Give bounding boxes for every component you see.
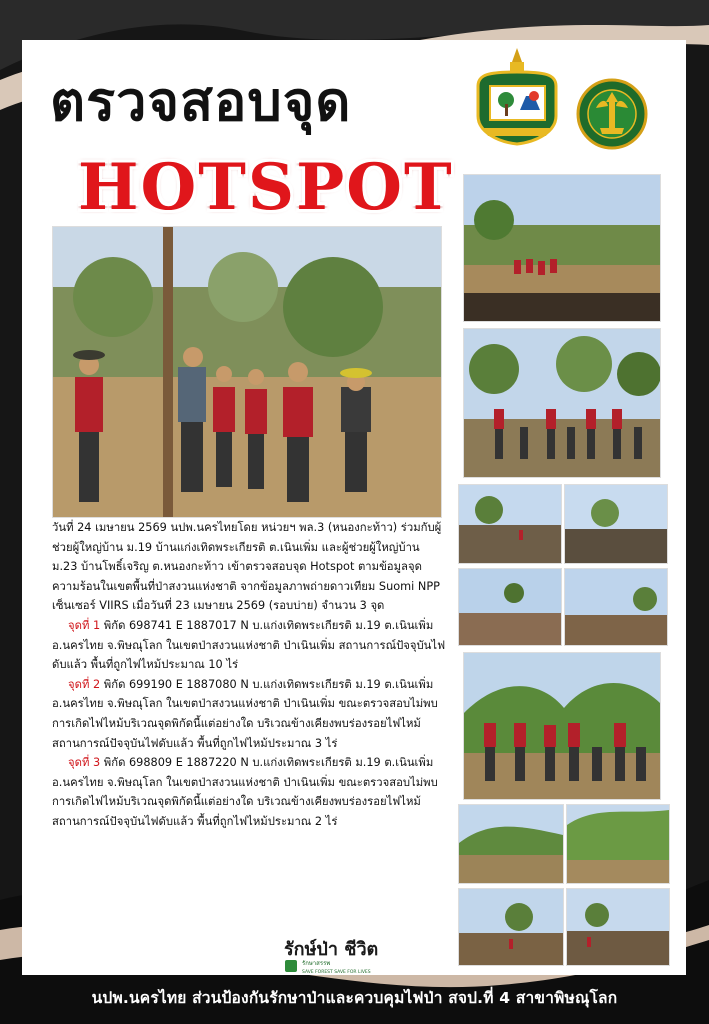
- photo-burned-area-10: [458, 888, 564, 966]
- hotspot-point-1: [52, 616, 446, 675]
- photo-burned-area-5: [458, 568, 562, 646]
- photo-team-plantation-7: [463, 652, 661, 800]
- provincial-emblem-icon: [470, 46, 565, 146]
- title-hotspot: HOTSPOT: [78, 150, 454, 225]
- point-text: พิกัด 698809 E 1887220 N บ.แก่งเทิดพระเกียรติ ม.19 ต.เนินเพิ่ม อ.นครไทย จ.พิษณุโลก ในเขตป่าสงวนแห่งชาติ ป่าเนินเพิ่ม ขณะตรวจสอบไม่พบการเกิดไฟไหม้บริเวณจุดพิกัดนี้แต่อย่างใด บริเวณข้างเคียงพบร่องรอยไฟไหม้ สถานการณ์ปัจจุบันไฟดับแล้ว พื้นที่ถูกไฟไหม้ประมาณ 2 ไร่: [52, 756, 438, 828]
- lock-leaf-icon: [285, 960, 297, 972]
- report-intro: วันที่ 24 เมษายน 2569 นปพ.นครไทยโดย หน่วยฯ พล.3 (หนองกะท้าว) ร่วมกับผู้ช่วยผู้ใหญ่บ้าน ม.19 บ้านแก่งเทิดพระเกียรติ ต.เนินเพิ่ม และผู้ช่วยผู้ใหญ่บ้าน ม.23 บ้านโพธิ์เจริญ ต.หนองกะท้าว เข้าตรวจสอบจุด Hotspot ตามข้อมูลจุดความร้อนในเขตพื้นที่ป่าสงวนแห่งชาติ จากข้อมูลภาพถ่ายดาวเทียม Suomi NPP เซ็นเซอร์ VIIRS เมื่อวันที่ 23 เมษายน 2569 (รอบบ่าย) จำนวน 3 จุด: [52, 521, 442, 613]
- royal-forest-department-icon: [572, 78, 652, 150]
- badge-sub1: รักษาสรรพ: [302, 960, 331, 967]
- photo-burned-area-3: [458, 484, 562, 564]
- point-label: จุดที่ 1: [68, 618, 101, 632]
- photo-plantation-9: [566, 804, 670, 884]
- point-label: จุดที่ 2: [68, 677, 101, 691]
- badge-sub2: SAVE FOREST SAVE FOR LIVES: [302, 970, 371, 975]
- point-text: พิกัด 698741 E 1887017 N บ.แก่งเทิดพระเกียรติ ม.19 ต.เนินเพิ่ม อ.นครไทย จ.พิษณุโลก ในเขตป่าสงวนแห่งชาติ ป่าเนินเพิ่ม สถานการณ์ปัจจุบันไฟดับแล้ว พื้นที่ถูกไฟไหม้ประมาณ 10 ไร่: [52, 618, 446, 672]
- photo-plantation-8: [458, 804, 564, 884]
- point-label: จุดที่ 3: [68, 756, 101, 770]
- save-forest-badge: [282, 935, 382, 975]
- photo-team-group-2: [463, 328, 661, 478]
- point-text: พิกัด 699190 E 1887080 N บ.แก่งเทิดพระเกียรติ ม.19 ต.เนินเพิ่ม อ.นครไทย จ.พิษณุโลก ในเขตป่าสงวนแห่งชาติ ป่าเนินเพิ่ม ขณะตรวจสอบไม่พบการเกิดไฟไหม้บริเวณจุดพิกัดนี้แต่อย่างใด บริเวณข้างเคียงพบร่องรอยไฟไหม้ สถานการณ์ปัจจุบันไฟดับแล้ว พื้นที่ถูกไฟไหม้ประมาณ 3 ไร่: [52, 677, 438, 750]
- photo-burned-area-6: [564, 568, 668, 646]
- photo-burned-area-11: [566, 888, 670, 966]
- footer-agency: นปพ.นครไทย ส่วนป้องกันรักษาป่าและควบคุมไฟป่า สจป.ที่ 4 สาขาพิษณุโลก: [91, 989, 618, 1007]
- title-thai: ตรวจสอบจุด: [50, 70, 352, 133]
- photo-burned-forest-1: [463, 174, 661, 322]
- hotspot-point-2: [52, 675, 446, 753]
- photo-burned-area-4: [564, 484, 668, 564]
- hotspot-point-3: [52, 753, 446, 831]
- badge-main: รักษ์ป่า ชีวิต: [284, 939, 379, 960]
- report-body: [52, 518, 446, 832]
- main-photo-team: [52, 226, 442, 518]
